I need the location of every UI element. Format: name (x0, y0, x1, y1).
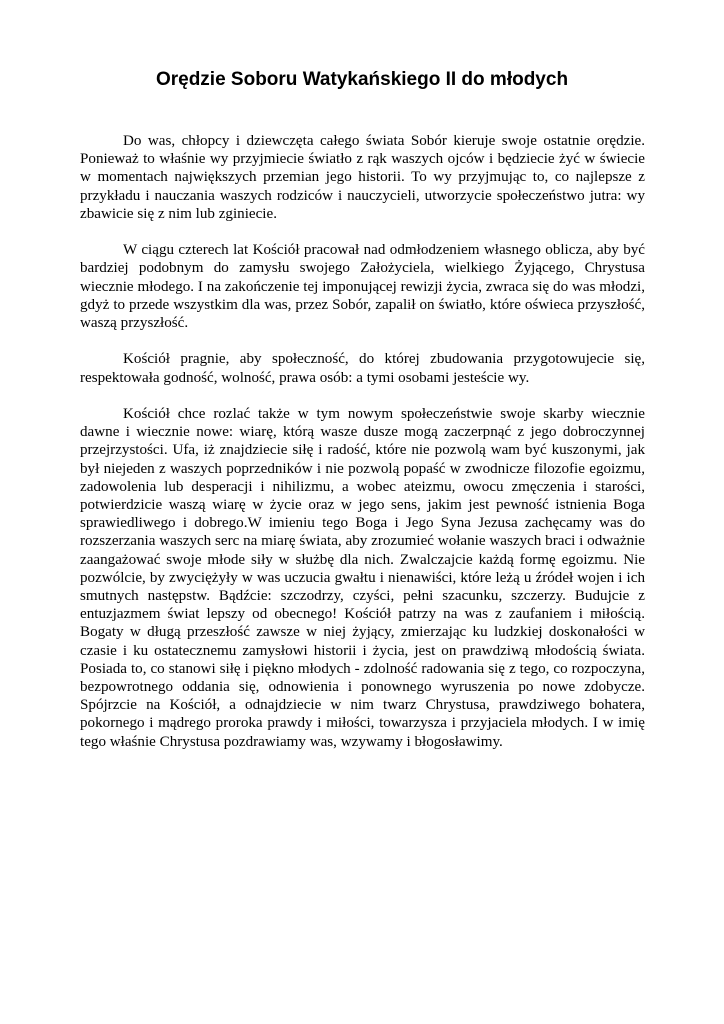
document-body (80, 132, 645, 769)
paragraph-1: Do was, chłopcy i dziewczęta całego świata Sobór kieruje swoje ostatnie orędzie. Ponieważ to właśnie wy przyjmiecie światło z rąk waszych ojców i będziecie żyć w świecie w momentach największych przemian jego historii. To wy przyjmując to, co najlepsze z przykładu i nauczania waszych rodziców i nauczycieli, utworzycie społeczeństwo jutra: wy zbawicie się z nim lub zginiecie. (80, 133, 645, 222)
paragraph-2: W ciągu czterech lat Kościół pracował nad odmłodzeniem własnego oblicza, aby być bardziej podobnym do zamysłu swojego Założyciela, wielkiego Żyjącego, Chrystusa wiecznie młodego. I na zakończenie tej imponującej rewizji życia, zwraca się do was młodzi, gdyż to przede wszystkim dla was, przez Sobór, zapalił on światło, które oświeca przyszłość, waszą przyszłość. (80, 242, 645, 332)
paragraph-4: Kościół chce rozlać także w tym nowym społeczeństwie swoje skarby wiecznie dawne i wiecznie nowe: wiarę, którą wasze dusze mogą zaczerpnąć z jego dobroczynnej przejrzystości. Ufa, iż znajdziecie siłę i radość, które nie pozwolą wam być kuszonymi, jak był niejeden z waszych poprzedników i nie pozwolą popaść w zwodnicze filozofie egoizmu, zadowolenia lub desperacji i nihilizmu, a wobec ateizmu, owocu zmęczenia i starości, potwierdzicie waszą wiarę w życie oraz w jego sens, jakim jest pewność istnienia Boga sprawiedliwego i dobrego.W imieniu tego Boga i Jego Syna Jezusa zachęcamy was do rozszerzania waszych serc na miarę świata, aby zrozumieć wołanie waszych braci i odważnie zaangażować swoje młode siły w służbę dla nich. Zwalczajcie każdą formę egoizmu. Nie pozwólcie, by zwyciężyły w was uczucia gwałtu i nienawiści, które leżą u źródeł wojen i ich smutnych następstw. Bądźcie: szczodrzy, czyści, pełni szacunku, szczerzy. Budujcie z entuzjazmem świat lepszy od obecnego! Kościół patrzy na was z zaufaniem i miłością. Bogaty w długą przeszłość zawsze w niej żyjący, zmierzając ku ludzkiej doskonałości w czasie i ku ostatecznemu zamysłowi historii i życia, jest on prawdziwą młodością świata. Posiada to, co stanowi siłę i piękno młodych - zdolność radowania się z tego, co rozpoczyna, bezpowrotnego oddania się, odnowienia i ponownego wyruszenia po nowe zdobycze. Spójrzcie na Kościół, a odnajdziecie w nim twarz Chrystusa, prawdziwego bohatera, pokornego i mądrego proroka prawdy i miłości, towarzysza i przyjaciela młodych. I w imię tego właśnie Chrystusa pozdrawiamy was, wzywamy i błogosławimy. (80, 406, 645, 750)
document-title: Orędzie Soboru Watykańskiego II do młodych (155, 69, 569, 90)
paragraph-3: Kościół pragnie, aby społeczność, do której zbudowania przygotowujecie się, respektowała godność, wolność, prawa osób: a tymi osobami jesteście wy. (80, 351, 645, 386)
